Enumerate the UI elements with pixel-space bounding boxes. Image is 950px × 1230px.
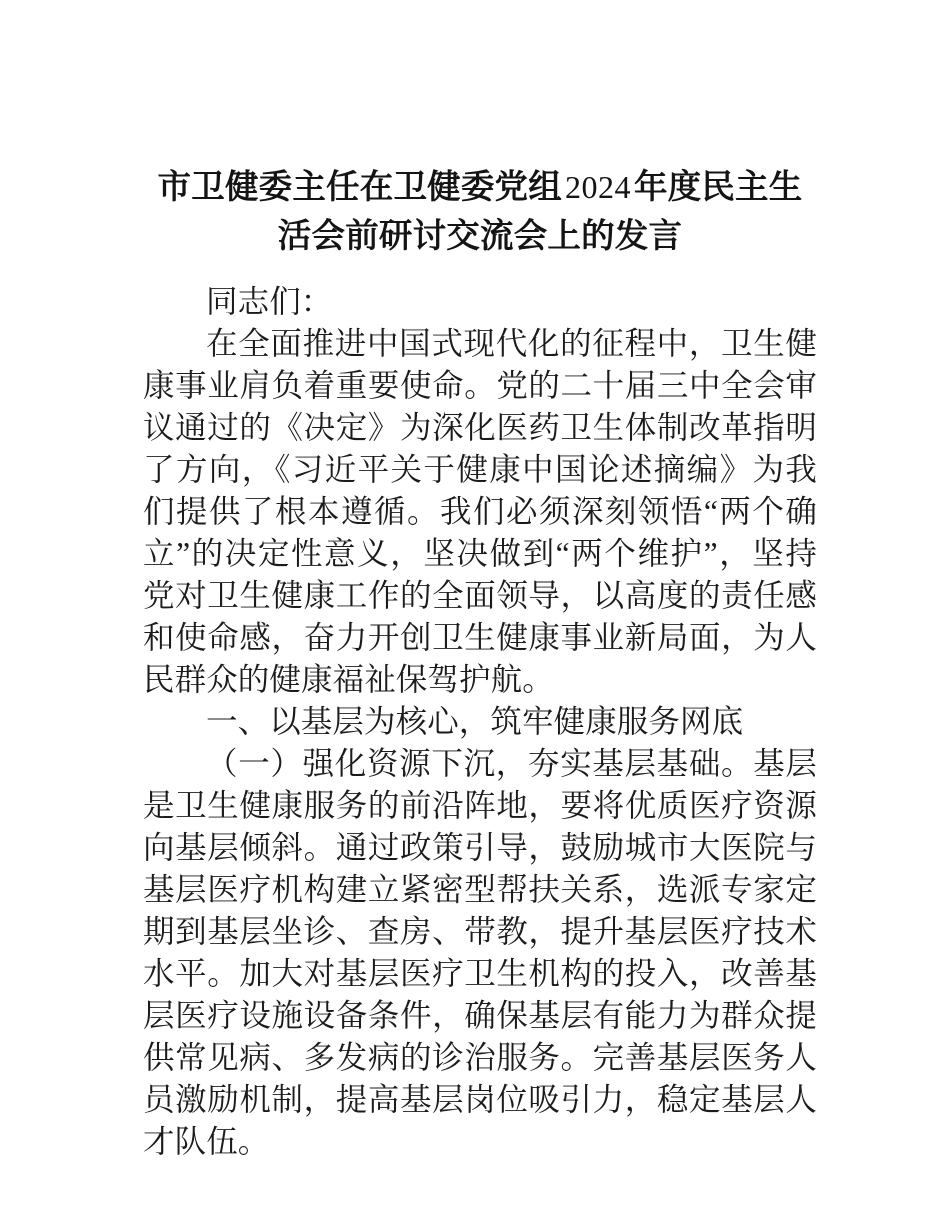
page-title <box>143 0 817 261</box>
document-body <box>143 281 817 1163</box>
paragraph-opening: 在全面推进中国式现代化的征程中，卫生健康事业肩负着重要使命。党的二十届三中全会审议通过的《决定》为深化医药卫生体制改革指明了方向，《习近平关于健康中国论述摘编》为我们提供了根本遵循。我们必须深刻领悟“两个确立”的决定性意义，坚决做到“两个维护”，坚持党对卫生健康工作的全面领导，以高度的责任感和使命感，奋力开创卫生健康事业新局面，为人民群众的健康福祉保驾护航。 <box>143 326 817 697</box>
section-heading-1: 一、以基层为核心，筑牢健康服务网底 <box>206 704 744 739</box>
salutation: 同志们： <box>206 284 333 319</box>
document-content <box>143 0 817 1163</box>
paragraph-subsection-1-1: （一）强化资源下沉，夯实基层基础。基层是卫生健康服务的前沿阵地，要将优质医疗资源向基层倾斜。通过政策引导，鼓励城市大医院与基层医疗机构建立紧密型帮扶关系，选派专家定期到基层坐诊、查房、带教，提升基层医疗技术水平。加大对基层医疗卫生机构的投入，改善基层医疗设施设备条件，确保基层有能力为群众提供常见病、多发病的诊治服务。完善基层医务人员激励机制，提高基层岗位吸引力，稳定基层人才队伍。 <box>143 746 817 1159</box>
title-segment-leading: 市卫健委主任在卫健委党组 <box>157 169 562 206</box>
title-year-number: 2024 <box>564 169 631 205</box>
title-segment-line-2: 会前研讨交流会上的发言 <box>311 218 683 255</box>
title-segment-trailing: 年度民主生活 <box>277 169 803 255</box>
